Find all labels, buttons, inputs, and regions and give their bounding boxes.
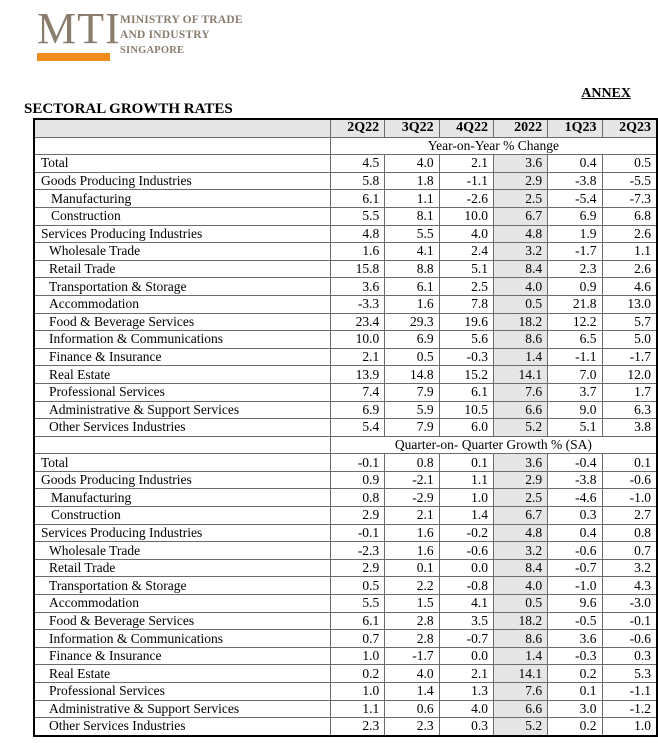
value-cell: 0.7 bbox=[330, 630, 384, 648]
value-cell: 4.8 bbox=[494, 524, 548, 542]
sector-label: Professional Services bbox=[34, 383, 330, 401]
value-cell: 0.3 bbox=[602, 647, 657, 665]
value-cell: 23.4 bbox=[330, 313, 384, 331]
table-row bbox=[34, 401, 657, 419]
sector-label: Goods Producing Industries bbox=[34, 172, 330, 190]
value-cell: 3.6 bbox=[330, 278, 384, 296]
value-cell: 0.5 bbox=[494, 295, 548, 313]
value-cell: 8.4 bbox=[494, 260, 548, 278]
table-row bbox=[34, 577, 657, 595]
sector-label: Transportation & Storage bbox=[34, 577, 330, 595]
value-cell: 4.0 bbox=[494, 577, 548, 595]
value-cell: 7.6 bbox=[494, 383, 548, 401]
value-cell: 3.0 bbox=[548, 700, 602, 718]
value-cell: 2.2 bbox=[385, 577, 439, 595]
value-cell: 6.1 bbox=[330, 612, 384, 630]
value-cell: 0.6 bbox=[385, 700, 439, 718]
table-row bbox=[34, 683, 657, 701]
section-title: Quarter-on- Quarter Growth % (SA) bbox=[330, 436, 657, 454]
sector-label: Other Services Industries bbox=[34, 718, 330, 736]
value-cell: 14.8 bbox=[385, 366, 439, 384]
org-line-1: MINISTRY OF TRADE bbox=[120, 14, 243, 26]
section-header-spacer bbox=[34, 436, 330, 454]
value-cell: 3.7 bbox=[548, 383, 602, 401]
value-cell: -1.2 bbox=[602, 700, 657, 718]
value-cell: 1.1 bbox=[602, 243, 657, 261]
table-row bbox=[34, 260, 657, 278]
table-row bbox=[34, 348, 657, 366]
value-cell: 10.0 bbox=[439, 207, 493, 225]
value-cell: -3.0 bbox=[602, 595, 657, 613]
value-cell: 21.8 bbox=[548, 295, 602, 313]
value-cell: -0.6 bbox=[439, 542, 493, 560]
value-cell: 2.1 bbox=[439, 155, 493, 173]
sector-label: Total bbox=[34, 454, 330, 472]
column-header: 3Q22 bbox=[385, 119, 439, 137]
sector-label: Food & Beverage Services bbox=[34, 313, 330, 331]
table-row bbox=[34, 542, 657, 560]
value-cell: 4.0 bbox=[385, 665, 439, 683]
value-cell: 2.9 bbox=[330, 507, 384, 525]
value-cell: 2.9 bbox=[330, 559, 384, 577]
sector-label: Accommodation bbox=[34, 295, 330, 313]
annex-label: ANNEX bbox=[581, 86, 631, 101]
value-cell: 0.4 bbox=[548, 524, 602, 542]
value-cell: -7.3 bbox=[602, 190, 657, 208]
value-cell: 5.1 bbox=[439, 260, 493, 278]
table-row bbox=[34, 700, 657, 718]
value-cell: -5.5 bbox=[602, 172, 657, 190]
value-cell: 1.8 bbox=[385, 172, 439, 190]
value-cell: 5.2 bbox=[494, 718, 548, 736]
value-cell: 0.1 bbox=[439, 454, 493, 472]
value-cell: 0.5 bbox=[330, 577, 384, 595]
value-cell: 5.7 bbox=[602, 313, 657, 331]
value-cell: 13.9 bbox=[330, 366, 384, 384]
value-cell: 6.8 bbox=[602, 207, 657, 225]
value-cell: 5.1 bbox=[548, 419, 602, 437]
value-cell: 1.0 bbox=[602, 718, 657, 736]
value-cell: -0.1 bbox=[330, 524, 384, 542]
table-row bbox=[34, 190, 657, 208]
value-cell: 18.2 bbox=[494, 313, 548, 331]
value-cell: 19.6 bbox=[439, 313, 493, 331]
value-cell: -1.7 bbox=[548, 243, 602, 261]
table-row bbox=[34, 612, 657, 630]
value-cell: 5.3 bbox=[602, 665, 657, 683]
value-cell: 2.8 bbox=[385, 612, 439, 630]
section-header-spacer bbox=[34, 137, 330, 155]
column-header: 2Q23 bbox=[602, 119, 657, 137]
page-title: SECTORAL GROWTH RATES bbox=[24, 101, 233, 117]
table-row bbox=[34, 471, 657, 489]
value-cell: 1.6 bbox=[330, 243, 384, 261]
sector-label: Total bbox=[34, 155, 330, 173]
value-cell: -4.6 bbox=[548, 489, 602, 507]
value-cell: 0.5 bbox=[494, 595, 548, 613]
value-cell: 0.8 bbox=[330, 489, 384, 507]
value-cell: 1.1 bbox=[439, 471, 493, 489]
column-header: 4Q22 bbox=[439, 119, 493, 137]
value-cell: 4.5 bbox=[330, 155, 384, 173]
value-cell: 1.5 bbox=[385, 595, 439, 613]
value-cell: -0.5 bbox=[548, 612, 602, 630]
sector-label: Construction bbox=[34, 207, 330, 225]
table-row bbox=[34, 155, 657, 173]
value-cell: 1.1 bbox=[330, 700, 384, 718]
value-cell: 0.8 bbox=[602, 524, 657, 542]
table-row bbox=[34, 647, 657, 665]
value-cell: 14.1 bbox=[494, 366, 548, 384]
value-cell: 8.6 bbox=[494, 331, 548, 349]
value-cell: 5.2 bbox=[494, 419, 548, 437]
sectoral-growth-table bbox=[33, 118, 658, 737]
section-header-row bbox=[34, 137, 657, 155]
value-cell: 3.2 bbox=[494, 243, 548, 261]
value-cell: 2.9 bbox=[494, 471, 548, 489]
value-cell: 6.6 bbox=[494, 401, 548, 419]
value-cell: 7.8 bbox=[439, 295, 493, 313]
sector-label: Retail Trade bbox=[34, 260, 330, 278]
table-row bbox=[34, 207, 657, 225]
value-cell: 2.3 bbox=[330, 718, 384, 736]
value-cell: -2.6 bbox=[439, 190, 493, 208]
value-cell: 15.2 bbox=[439, 366, 493, 384]
value-cell: 8.6 bbox=[494, 630, 548, 648]
value-cell: 0.9 bbox=[330, 471, 384, 489]
value-cell: 7.4 bbox=[330, 383, 384, 401]
value-cell: 1.0 bbox=[330, 647, 384, 665]
value-cell: 3.2 bbox=[494, 542, 548, 560]
organization-name bbox=[120, 13, 243, 58]
table-row bbox=[34, 243, 657, 261]
value-cell: -3.8 bbox=[548, 172, 602, 190]
value-cell: 9.0 bbox=[548, 401, 602, 419]
table-row bbox=[34, 630, 657, 648]
value-cell: 3.8 bbox=[602, 419, 657, 437]
value-cell: -0.6 bbox=[548, 542, 602, 560]
value-cell: -0.2 bbox=[439, 524, 493, 542]
value-cell: 9.6 bbox=[548, 595, 602, 613]
value-cell: 12.2 bbox=[548, 313, 602, 331]
value-cell: 0.5 bbox=[602, 155, 657, 173]
value-cell: 6.1 bbox=[439, 383, 493, 401]
value-cell: -1.7 bbox=[385, 647, 439, 665]
value-cell: -0.6 bbox=[602, 630, 657, 648]
value-cell: -0.1 bbox=[602, 612, 657, 630]
value-cell: 2.5 bbox=[494, 489, 548, 507]
value-cell: 6.3 bbox=[602, 401, 657, 419]
sector-label: Administrative & Support Services bbox=[34, 401, 330, 419]
table-row bbox=[34, 383, 657, 401]
value-cell: 1.6 bbox=[385, 542, 439, 560]
table-row bbox=[34, 559, 657, 577]
value-cell: 6.7 bbox=[494, 507, 548, 525]
value-cell: 2.7 bbox=[602, 507, 657, 525]
value-cell: 3.5 bbox=[439, 612, 493, 630]
column-header: 2Q22 bbox=[330, 119, 384, 137]
org-line-3: SINGAPORE bbox=[120, 45, 185, 56]
value-cell: 6.7 bbox=[494, 207, 548, 225]
table-row bbox=[34, 331, 657, 349]
value-cell: 0.9 bbox=[548, 278, 602, 296]
value-cell: 4.8 bbox=[494, 225, 548, 243]
value-cell: 1.6 bbox=[385, 295, 439, 313]
value-cell: 0.1 bbox=[548, 683, 602, 701]
value-cell: 4.8 bbox=[330, 225, 384, 243]
column-header: 2022 bbox=[494, 119, 548, 137]
value-cell: -3.3 bbox=[330, 295, 384, 313]
value-cell: 0.0 bbox=[439, 559, 493, 577]
value-cell: 4.1 bbox=[439, 595, 493, 613]
value-cell: -1.1 bbox=[548, 348, 602, 366]
value-cell: 0.1 bbox=[602, 454, 657, 472]
value-cell: 6.9 bbox=[330, 401, 384, 419]
sector-label: Services Producing Industries bbox=[34, 524, 330, 542]
value-cell: 5.5 bbox=[330, 595, 384, 613]
sector-label: Professional Services bbox=[34, 683, 330, 701]
sector-label: Real Estate bbox=[34, 665, 330, 683]
value-cell: 1.4 bbox=[494, 348, 548, 366]
value-cell: 4.0 bbox=[385, 155, 439, 173]
value-cell: 2.9 bbox=[494, 172, 548, 190]
section-header-row bbox=[34, 436, 657, 454]
value-cell: -0.6 bbox=[602, 471, 657, 489]
table-row bbox=[34, 313, 657, 331]
value-cell: 15.8 bbox=[330, 260, 384, 278]
value-cell: -0.8 bbox=[439, 577, 493, 595]
sector-label: Finance & Insurance bbox=[34, 348, 330, 366]
value-cell: 7.6 bbox=[494, 683, 548, 701]
sector-label: Construction bbox=[34, 507, 330, 525]
value-cell: 2.3 bbox=[385, 718, 439, 736]
value-cell: -1.1 bbox=[439, 172, 493, 190]
value-cell: 12.0 bbox=[602, 366, 657, 384]
value-cell: 2.6 bbox=[602, 260, 657, 278]
value-cell: 0.2 bbox=[330, 665, 384, 683]
sector-label: Wholesale Trade bbox=[34, 542, 330, 560]
table-row bbox=[34, 718, 657, 736]
value-cell: -2.9 bbox=[385, 489, 439, 507]
value-cell: 14.1 bbox=[494, 665, 548, 683]
column-header-label bbox=[34, 119, 330, 137]
value-cell: -0.3 bbox=[439, 348, 493, 366]
value-cell: 1.7 bbox=[602, 383, 657, 401]
section-title: Year-on-Year % Change bbox=[330, 137, 657, 155]
value-cell: 6.9 bbox=[385, 331, 439, 349]
value-cell: 4.0 bbox=[439, 700, 493, 718]
value-cell: 1.4 bbox=[385, 683, 439, 701]
value-cell: 0.2 bbox=[548, 718, 602, 736]
value-cell: -1.0 bbox=[602, 489, 657, 507]
sector-label: Services Producing Industries bbox=[34, 225, 330, 243]
table-row bbox=[34, 366, 657, 384]
value-cell: 2.3 bbox=[548, 260, 602, 278]
value-cell: 1.4 bbox=[439, 507, 493, 525]
sector-label: Accommodation bbox=[34, 595, 330, 613]
value-cell: 0.0 bbox=[439, 647, 493, 665]
value-cell: 1.0 bbox=[330, 683, 384, 701]
table-row bbox=[34, 665, 657, 683]
value-cell: -2.3 bbox=[330, 542, 384, 560]
value-cell: 2.1 bbox=[330, 348, 384, 366]
value-cell: -2.1 bbox=[385, 471, 439, 489]
value-cell: 8.4 bbox=[494, 559, 548, 577]
sector-label: Real Estate bbox=[34, 366, 330, 384]
table-row bbox=[34, 489, 657, 507]
value-cell: 0.3 bbox=[439, 718, 493, 736]
table-row bbox=[34, 225, 657, 243]
value-cell: 2.5 bbox=[494, 190, 548, 208]
value-cell: 0.2 bbox=[548, 665, 602, 683]
value-cell: 2.4 bbox=[439, 243, 493, 261]
value-cell: 2.5 bbox=[439, 278, 493, 296]
value-cell: 5.9 bbox=[385, 401, 439, 419]
value-cell: 0.7 bbox=[602, 542, 657, 560]
value-cell: 13.0 bbox=[602, 295, 657, 313]
value-cell: -1.0 bbox=[548, 577, 602, 595]
value-cell: -5.4 bbox=[548, 190, 602, 208]
value-cell: 1.3 bbox=[439, 683, 493, 701]
value-cell: 6.1 bbox=[385, 278, 439, 296]
value-cell: 6.0 bbox=[439, 419, 493, 437]
value-cell: 3.6 bbox=[548, 630, 602, 648]
value-cell: 6.1 bbox=[330, 190, 384, 208]
table-row bbox=[34, 524, 657, 542]
value-cell: 2.8 bbox=[385, 630, 439, 648]
value-cell: -0.3 bbox=[548, 647, 602, 665]
sector-label: Transportation & Storage bbox=[34, 278, 330, 296]
value-cell: 8.8 bbox=[385, 260, 439, 278]
value-cell: 1.4 bbox=[494, 647, 548, 665]
value-cell: 0.5 bbox=[385, 348, 439, 366]
value-cell: 0.3 bbox=[548, 507, 602, 525]
value-cell: 10.5 bbox=[439, 401, 493, 419]
sector-label: Goods Producing Industries bbox=[34, 471, 330, 489]
value-cell: 6.5 bbox=[548, 331, 602, 349]
value-cell: -0.7 bbox=[439, 630, 493, 648]
value-cell: -3.8 bbox=[548, 471, 602, 489]
value-cell: 29.3 bbox=[385, 313, 439, 331]
value-cell: -0.7 bbox=[548, 559, 602, 577]
sector-label: Other Services Industries bbox=[34, 419, 330, 437]
sector-label: Wholesale Trade bbox=[34, 243, 330, 261]
value-cell: 10.0 bbox=[330, 331, 384, 349]
value-cell: 5.5 bbox=[330, 207, 384, 225]
value-cell: 4.6 bbox=[602, 278, 657, 296]
value-cell: 7.0 bbox=[548, 366, 602, 384]
value-cell: 1.6 bbox=[385, 524, 439, 542]
value-cell: 4.0 bbox=[439, 225, 493, 243]
column-header-row bbox=[34, 119, 657, 137]
value-cell: 5.4 bbox=[330, 419, 384, 437]
value-cell: 1.1 bbox=[385, 190, 439, 208]
value-cell: -0.4 bbox=[548, 454, 602, 472]
value-cell: -1.1 bbox=[602, 683, 657, 701]
logo-orange-bar bbox=[37, 53, 110, 61]
sector-label: Finance & Insurance bbox=[34, 647, 330, 665]
value-cell: 0.8 bbox=[385, 454, 439, 472]
value-cell: -1.7 bbox=[602, 348, 657, 366]
value-cell: 2.1 bbox=[385, 507, 439, 525]
table-row bbox=[34, 419, 657, 437]
value-cell: 2.1 bbox=[439, 665, 493, 683]
value-cell: 5.5 bbox=[385, 225, 439, 243]
sector-label: Retail Trade bbox=[34, 559, 330, 577]
sector-label: Food & Beverage Services bbox=[34, 612, 330, 630]
column-header: 1Q23 bbox=[548, 119, 602, 137]
value-cell: 2.6 bbox=[602, 225, 657, 243]
value-cell: 6.9 bbox=[548, 207, 602, 225]
table-row bbox=[34, 172, 657, 190]
table-row bbox=[34, 595, 657, 613]
table-row bbox=[34, 454, 657, 472]
value-cell: 0.1 bbox=[385, 559, 439, 577]
table-row bbox=[34, 278, 657, 296]
value-cell: 5.8 bbox=[330, 172, 384, 190]
sector-label: Manufacturing bbox=[34, 190, 330, 208]
table-row bbox=[34, 295, 657, 313]
sector-label: Information & Communications bbox=[34, 630, 330, 648]
sector-label: Administrative & Support Services bbox=[34, 700, 330, 718]
value-cell: 7.9 bbox=[385, 419, 439, 437]
table-row bbox=[34, 507, 657, 525]
value-cell: 0.4 bbox=[548, 155, 602, 173]
value-cell: 3.2 bbox=[602, 559, 657, 577]
sector-label: Manufacturing bbox=[34, 489, 330, 507]
logo-mark: MTI bbox=[37, 4, 121, 53]
value-cell: 4.0 bbox=[494, 278, 548, 296]
value-cell: 6.6 bbox=[494, 700, 548, 718]
value-cell: 4.3 bbox=[602, 577, 657, 595]
value-cell: 7.9 bbox=[385, 383, 439, 401]
value-cell: 1.0 bbox=[439, 489, 493, 507]
value-cell: 18.2 bbox=[494, 612, 548, 630]
sector-label: Information & Communications bbox=[34, 331, 330, 349]
value-cell: 5.6 bbox=[439, 331, 493, 349]
org-line-2: AND INDUSTRY bbox=[120, 29, 210, 41]
value-cell: 3.6 bbox=[494, 155, 548, 173]
value-cell: 8.1 bbox=[385, 207, 439, 225]
value-cell: 3.6 bbox=[494, 454, 548, 472]
value-cell: 4.1 bbox=[385, 243, 439, 261]
value-cell: -0.1 bbox=[330, 454, 384, 472]
value-cell: 5.0 bbox=[602, 331, 657, 349]
value-cell: 1.9 bbox=[548, 225, 602, 243]
